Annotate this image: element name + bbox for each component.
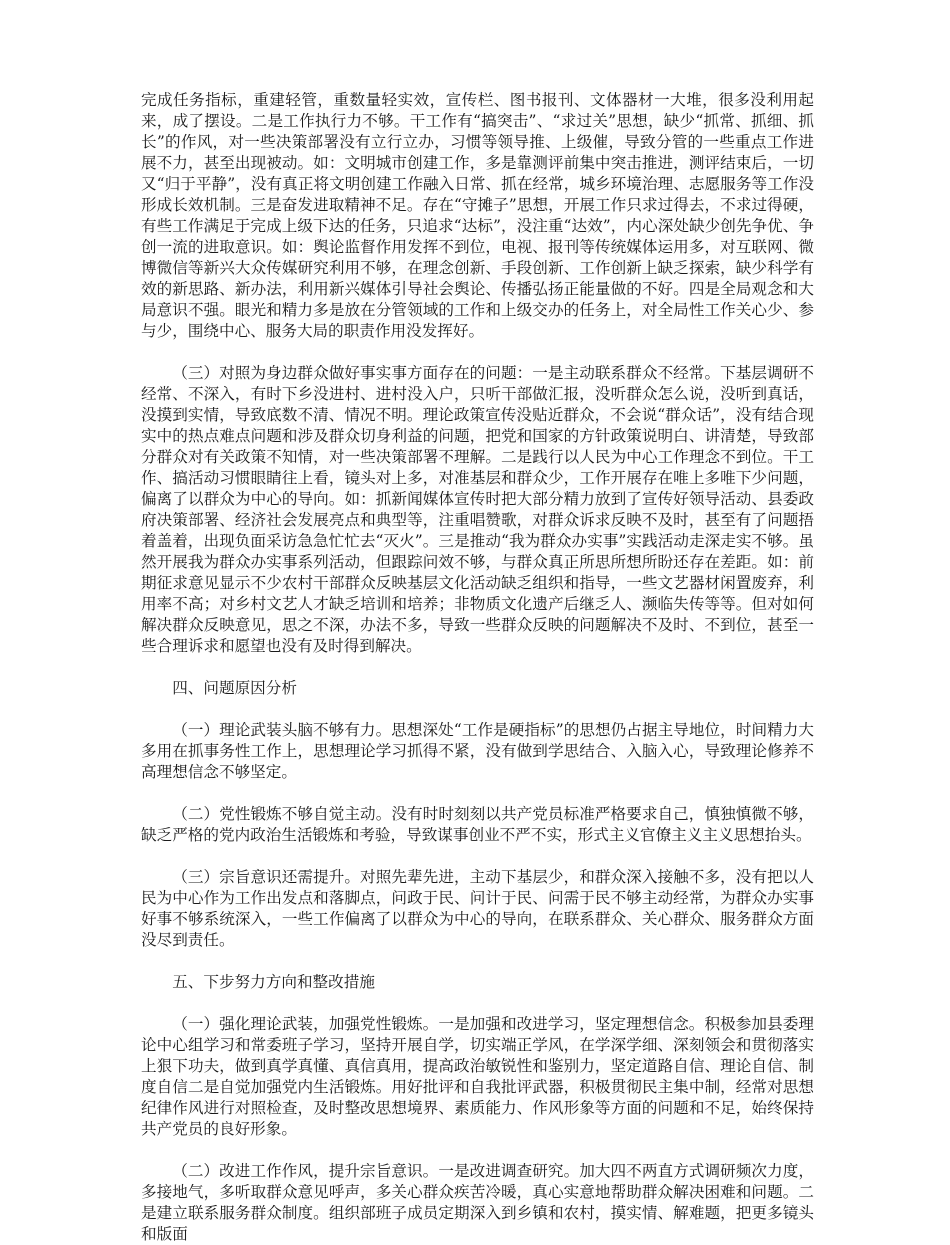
- paragraph-continued: 完成任务指标，重建轻管，重数量轻实效，宣传栏、图书报刊、文体器材一大堆，很多没利用起来，成了摆设。二是工作执行力不够。干工作有“搞突击”、“求过关”思想，缺少“抓常、抓细、抓长”的作风，对一些决策部署没有立行立办，习惯等领导推、上级催，导致分管的一些重点工作进展不力，甚至出现被动。如：文明城市创建工作，多是靠测评前集中突击推进，测评结束后，一切又“归于平静”，没有真正将文明创建工作融入日常、抓在经常，城乡环境治理、志愿服务等工作没形成长效机制。三是奋发进取精神不足。存在“守摊子”思想，开展工作只求过得去，不求过得硬，有些工作满足于完成上级下达的任务，只追求“达标”，没注重“达效”，内心深处缺少创先争优、争创一流的进取意识。如：舆论监督作用发挥不到位，电视、报刊等传统媒体运用多，对互联网、微博微信等新兴大众传媒研究利用不够，在理念创新、手段创新、工作创新上缺乏探索，缺少科学有效的新思路、新办法，利用新兴媒体引导社会舆论、传播弘扬正能量做的不好。四是全局观念和大局意识不强。眼光和精力多是放在分管领域的工作和上级交办的任务上，对全局性工作关心少、参与少，围绕中心、服务大局的职责作用没发挥好。: [141, 91, 814, 340]
- section-heading-4: 四、问题原因分析: [172, 679, 297, 697]
- paragraph-section-3: （三）对照为身边群众做好事实事方面存在的问题：一是主动联系群众不经常。下基层调研不经常、不深入，有时下乡没进村、进村没入户，只听干部做汇报，没听群众怎么说，没听到真话，没摸到实情，导致底数不清、情况不明。理论政策宣传没贴近群众，不会说“群众话”，没有结合现实中的热点难点问题和涉及群众切身利益的问题，把党和国家的方针政策说明白、讲清楚，导致部分群众对有关政策不知情，对一些决策部署不理解。二是践行以人民为中心工作理念不到位。干工作、搞活动习惯眼睛往上看，镜头对上多，对准基层和群众少，工作开展存在唯上多唯下少问题，偏离了以群众为中心的导向。如：抓新闻媒体宣传时把大部分精力放到了宣传好领导活动、县委政府决策部署、经济社会发展亮点和典型等，注重唱赞歌，对群众诉求反映不及时，甚至有了问题捂着盖着，出现负面采访急急忙忙去“灭火”。三是推动“我为群众办实事”实践活动走深走实不够。虽然开展我为群众办实事系列活动，但跟踪问效不够，与群众真正所思所想所盼还存在差距。如：前期征求意见显示不少农村干部群众反映基层文化活动缺乏组织和指导，一些文艺器材闲置废弃，利用率不高；对乡村文艺人才缺乏培训和培养；非物质文化遗产后继乏人、濒临失传等等。但对如何解决群众反映意见，思之不深，办法不多，导致一些群众反映的问题解决不及时、不到位，甚至一些合理诉求和愿望也没有及时得到解决。: [141, 364, 814, 655]
- section-heading-5: 五、下步努力方向和整改措施: [172, 973, 375, 991]
- paragraph-4-3: （三）宗旨意识还需提升。对照先辈先进，主动下基层少，和群众深入接触不多，没有把以人民为中心作为工作出发点和落脚点，问政于民、问计于民、问需于民不够主动经常，为群众办实事好事不够系统深入，一些工作偏离了以群众为中心的导向，在联系群众、关心群众、服务群众方面没尽到责任。: [141, 868, 814, 949]
- paragraph-5-1: （一）强化理论武装，加强党性锻炼。一是加强和改进学习，坚定理想信念。积极参加县委理论中心组学习和常委班子学习，坚持开展自学，切实端正学风，在学深学细、深刻领会和贯彻落实上狠下功夫，做到真学真懂、真信真用，提高政治敏锐性和鉴别力，坚定道路自信、理论自信、制度自信二是自觉加强党内生活锻炼。用好批评和自我批评武器，积极贯彻民主集中制，经常对思想纪律作风进行对照检查，及时整改思想境界、素质能力、作风形象等方面的问题和不足，始终保持共产党员的良好形象。: [141, 1015, 814, 1138]
- paragraph-4-2: （二）党性锻炼不够自觉主动。没有时时刻刻以共产党员标准严格要求自己，慎独慎微不够，缺乏严格的党内政治生活锻炼和考验，导致谋事创业不严不实，形式主义官僚主义主义思想抬头。: [141, 805, 814, 844]
- paragraph-5-2: （二）改进工作作风，提升宗旨意识。一是改进调查研究。加大四不两直方式调研频次力度，多接地气，多听取群众意见呼声，多关心群众疾苦冷暖，真心实意地帮助群众解决困难和问题。二是建立联系服务群众制度。组织部班子成员定期深入到乡镇和农村，摸实情、解难题，把更多镜头和版面: [141, 1162, 814, 1243]
- paragraph-4-1: （一）理论武装头脑不够有力。思想深处“工作是硬指标”的思想仍占据主导地位，时间精力大多用在抓事务性工作上，思想理论学习抓得不紧，没有做到学思结合、入脑入心，导致理论修养不高理想信念不够坚定。: [141, 721, 814, 781]
